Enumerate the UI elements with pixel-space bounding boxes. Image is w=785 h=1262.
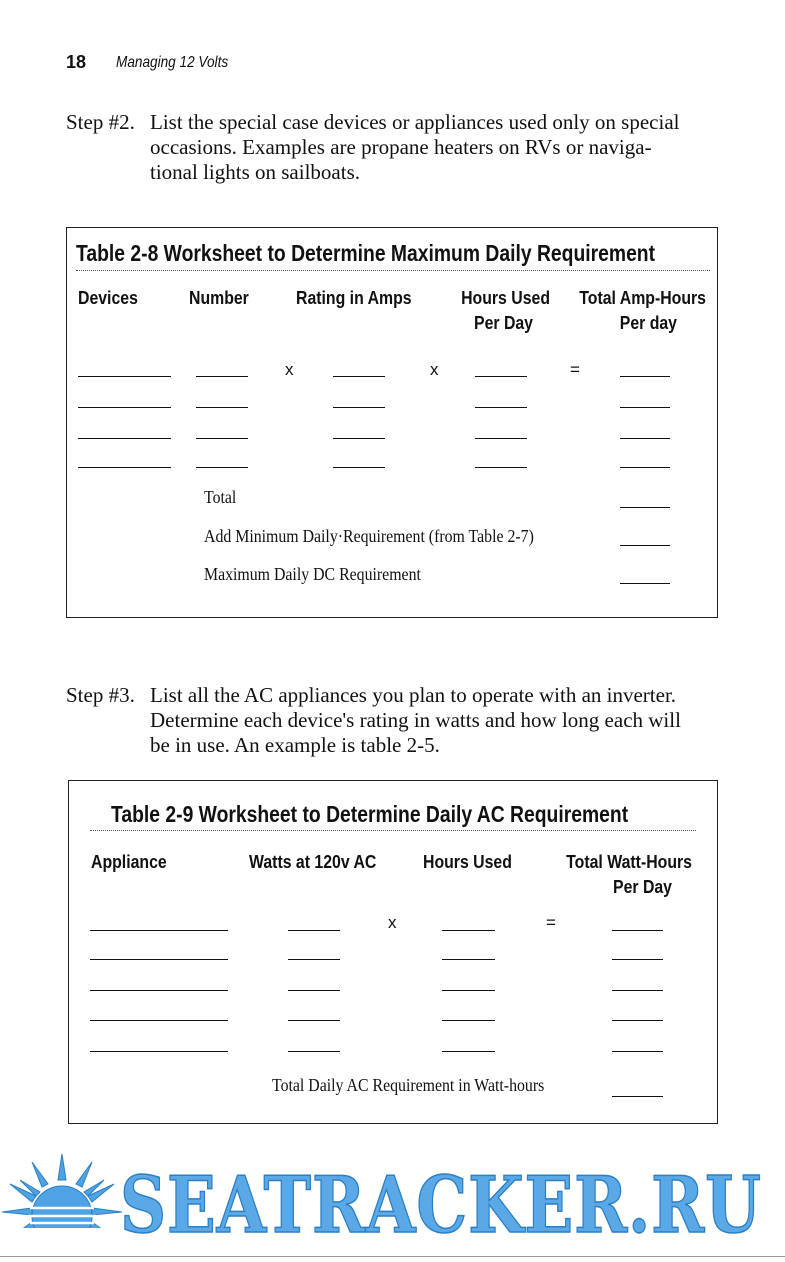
blank-device <box>78 407 171 408</box>
table-2-9-title: Table 2-9 Worksheet to Determine Daily AC Requirement <box>111 801 629 827</box>
blank-summary-total-ac <box>612 1096 663 1097</box>
blank-rating <box>333 467 385 468</box>
blank-hours <box>442 1051 495 1052</box>
blank-appliance <box>90 990 228 991</box>
blank-summary-add-min <box>620 545 670 546</box>
times-operator: x <box>285 360 294 379</box>
col-number: Number <box>189 288 249 308</box>
step3-line-2: Determine each device's rating in watts and how long each will <box>150 708 681 732</box>
table-2-8-title: Table 2-8 Worksheet to Determine Maximum Daily Requirement <box>76 240 656 266</box>
blank-total <box>620 376 670 377</box>
equals-operator: = <box>570 360 580 379</box>
sun-logo-icon <box>2 1150 122 1254</box>
blank-rating <box>333 376 385 377</box>
table-2-8-title-rule <box>76 270 710 271</box>
running-title: Managing 12 Volts <box>116 54 229 71</box>
page-number: 18 <box>66 52 87 72</box>
blank-rating <box>333 438 385 439</box>
blank-appliance <box>90 1051 228 1052</box>
blank-total <box>620 407 670 408</box>
blank-total <box>620 467 670 468</box>
blank-appliance <box>90 1020 228 1021</box>
col-total-per-day: Per Day <box>612 877 672 897</box>
times-operator: x <box>430 360 439 379</box>
col-watts: Watts at 120v AC <box>249 852 377 872</box>
bottom-rule <box>0 1256 785 1257</box>
blank-hours <box>475 376 527 377</box>
blank-watts <box>288 959 340 960</box>
times-operator: x <box>388 913 397 932</box>
summary-add-min-label: Add Minimum Daily·Requirement (from Table 2-7) <box>204 526 534 546</box>
blank-total <box>612 1020 663 1021</box>
blank-hours <box>475 407 527 408</box>
table-2-9 <box>68 780 718 1124</box>
blank-appliance <box>90 930 228 931</box>
blank-summary-total <box>620 507 670 508</box>
equals-operator: = <box>546 913 556 932</box>
blank-watts <box>288 1020 340 1021</box>
step3-label: Step #3. <box>66 683 135 707</box>
summary-max-label: Maximum Daily DC Requirement <box>204 564 421 584</box>
blank-hours <box>442 1020 495 1021</box>
step2-line-3: tional lights on sailboats. <box>150 160 360 184</box>
col-hours-per-day: Per Day <box>473 313 533 333</box>
col-total-watt-hours: Total Watt-Hours <box>566 852 692 872</box>
blank-number <box>196 407 248 408</box>
watermark-text: SEATRACKER.RU <box>120 1160 762 1251</box>
col-hours-used: Hours Used <box>461 288 550 308</box>
blank-appliance <box>90 959 228 960</box>
blank-hours <box>475 438 527 439</box>
col-total-per-day: Per day <box>619 313 677 333</box>
step3-line-3: be in use. An example is table 2-5. <box>150 733 440 757</box>
blank-summary-max <box>620 583 670 584</box>
blank-total <box>612 1051 663 1052</box>
blank-total <box>612 959 663 960</box>
blank-device <box>78 467 171 468</box>
blank-total <box>612 990 663 991</box>
blank-total <box>620 438 670 439</box>
col-devices: Devices <box>78 288 138 308</box>
step2-line-2: occasions. Examples are propane heaters on RVs or naviga- <box>150 135 652 159</box>
blank-hours <box>475 467 527 468</box>
col-total-amp-hours: Total Amp-Hours <box>579 288 706 308</box>
table-2-9-title-rule <box>90 830 696 831</box>
blank-number <box>196 376 248 377</box>
summary-total-label: Total <box>204 487 237 507</box>
step3-line-1: List all the AC appliances you plan to operate with an inverter. <box>150 683 677 707</box>
step2-line-1: List the special case devices or appliances used only on special <box>150 110 680 134</box>
blank-hours <box>442 959 495 960</box>
col-appliance: Appliance <box>91 852 167 872</box>
blank-hours <box>442 930 495 931</box>
blank-watts <box>288 1051 340 1052</box>
blank-number <box>196 467 248 468</box>
summary-total-ac-label: Total Daily AC Requirement in Watt-hours <box>272 1075 545 1095</box>
blank-total <box>612 930 663 931</box>
col-hours-used: Hours Used <box>423 852 512 872</box>
col-rating: Rating in Amps <box>296 288 412 308</box>
blank-watts <box>288 930 340 931</box>
blank-hours <box>442 990 495 991</box>
blank-device <box>78 438 171 439</box>
step2-label: Step #2. <box>66 110 135 134</box>
blank-number <box>196 438 248 439</box>
blank-rating <box>333 407 385 408</box>
blank-watts <box>288 990 340 991</box>
blank-device <box>78 376 171 377</box>
